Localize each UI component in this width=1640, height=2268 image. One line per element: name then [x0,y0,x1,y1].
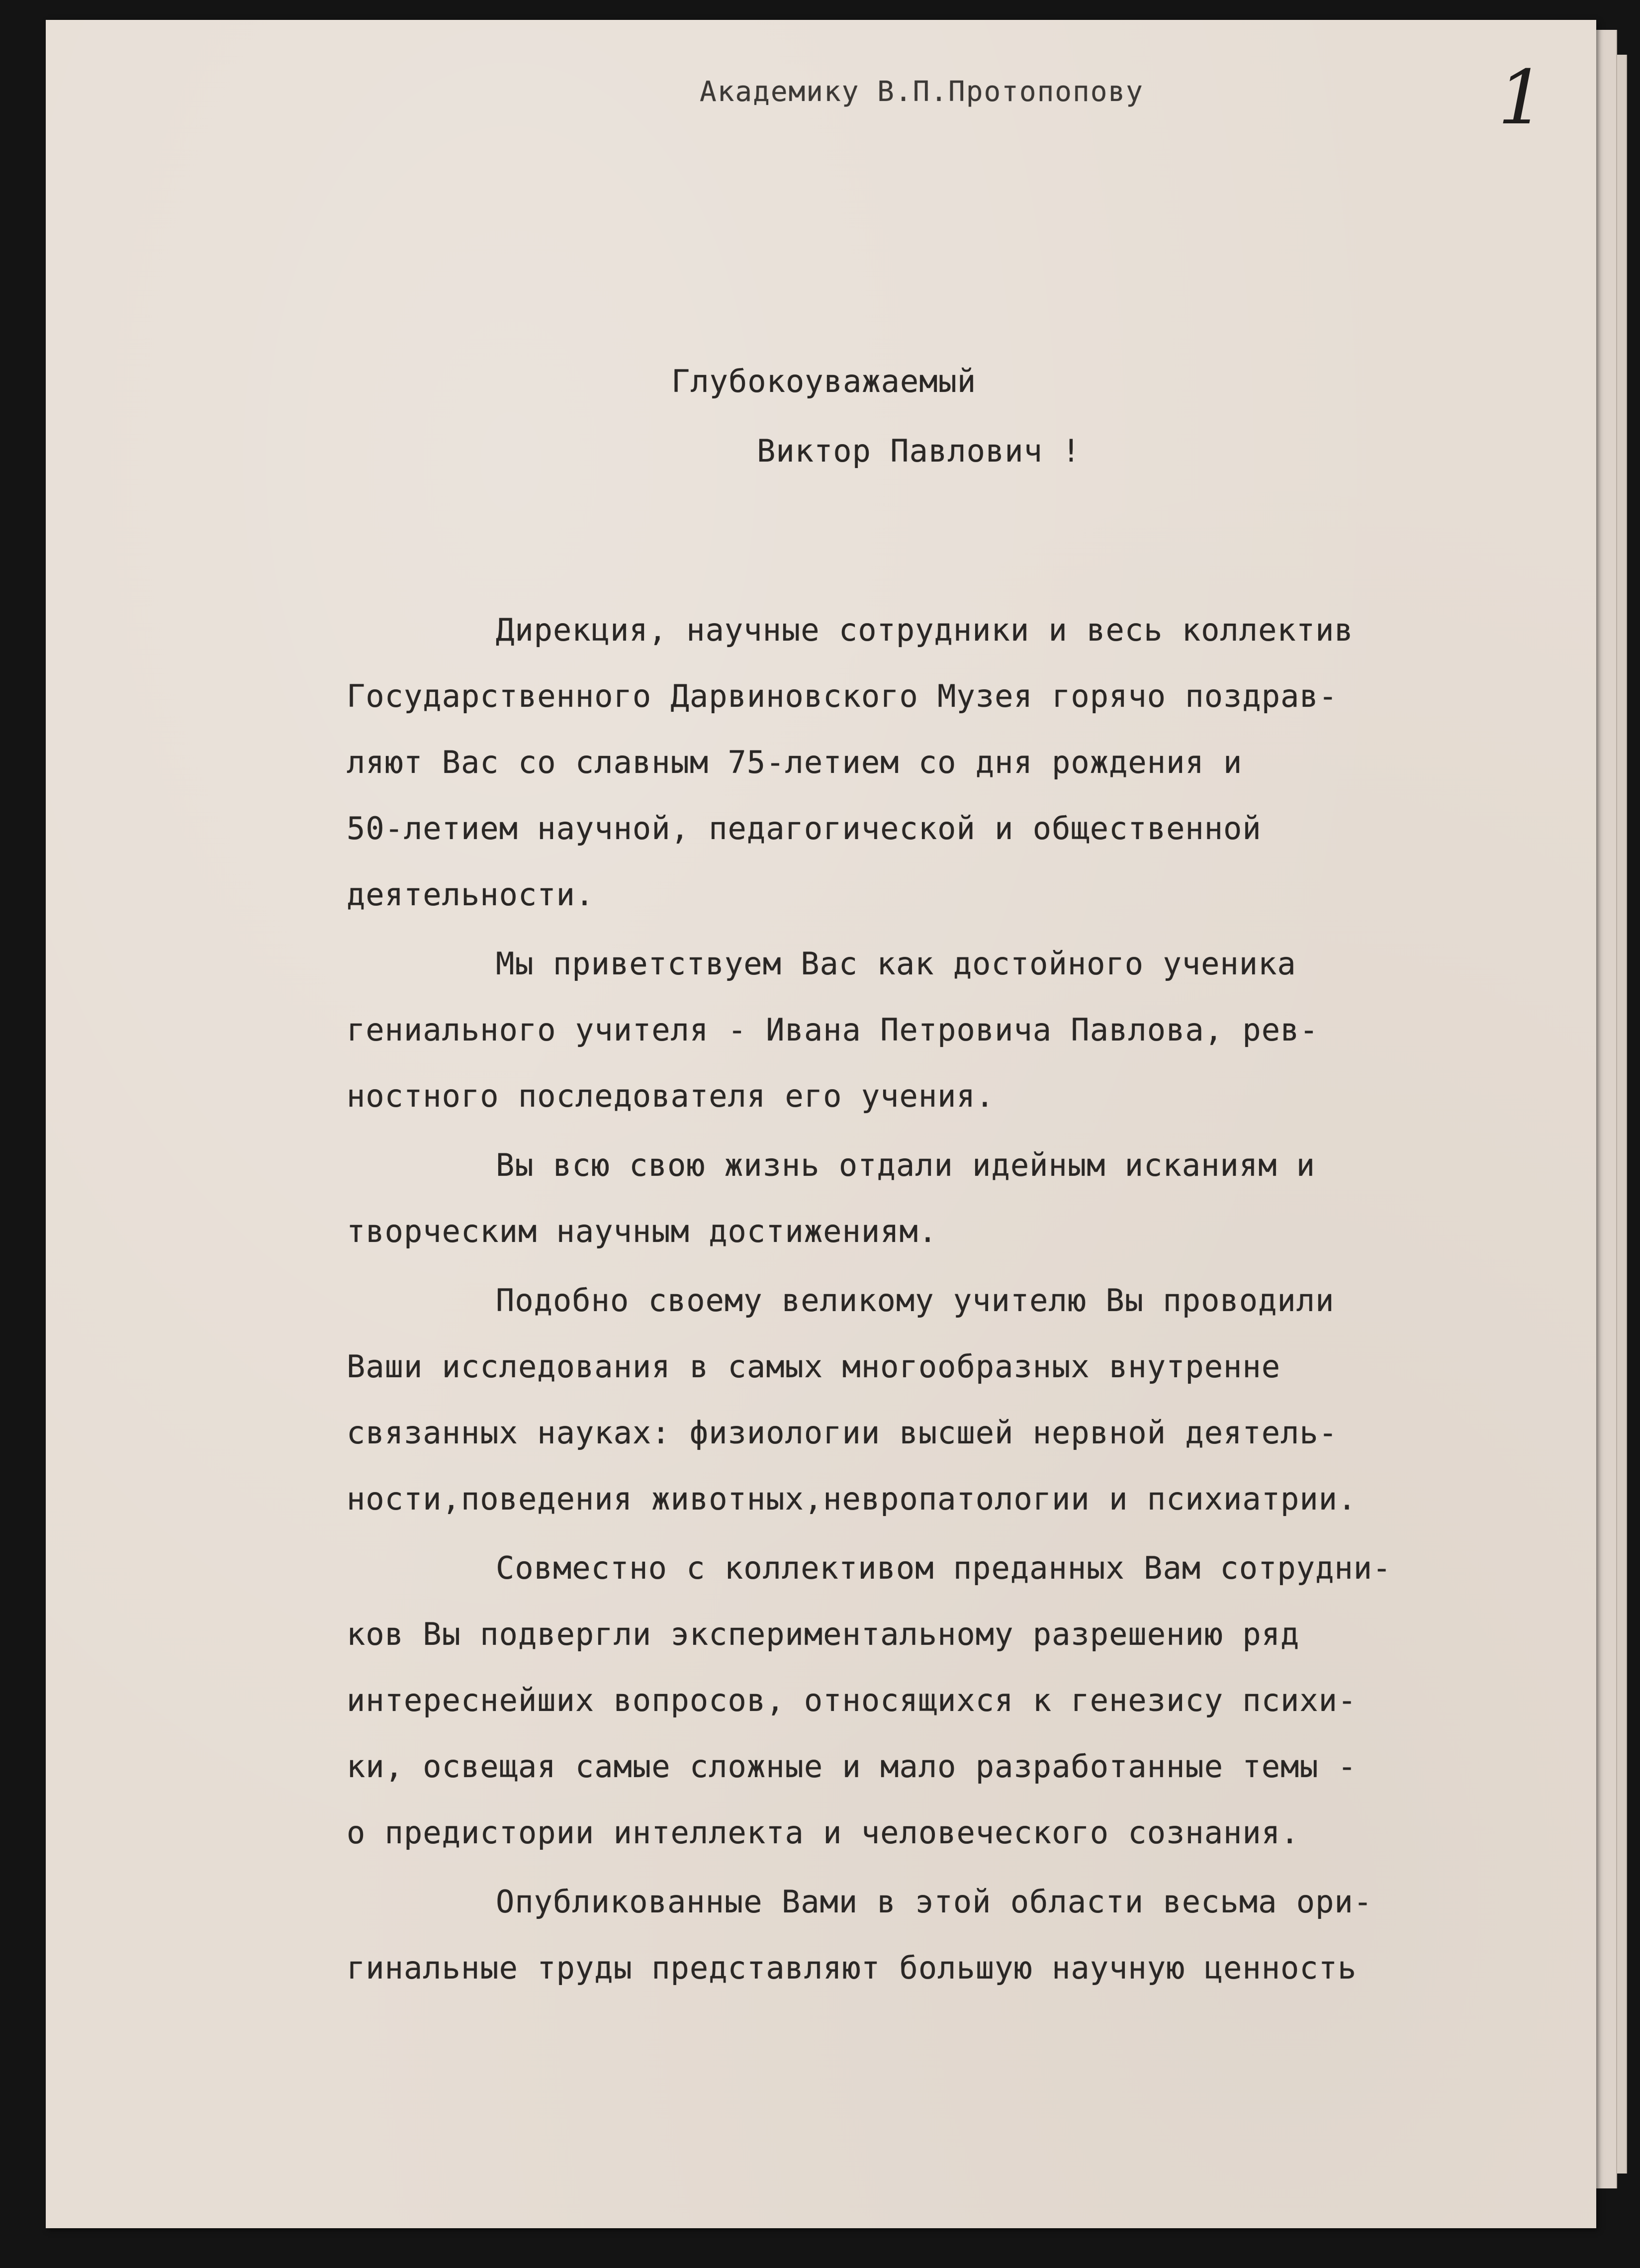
salutation-line-2: Виктор Павлович ! [757,433,1081,469]
letter-body [347,597,1550,2001]
body-line: Вы всю свою жизнь отдали идейным исканиям и [496,1147,1316,1183]
body-line: ков Вы подвергли экспериментальному разрешению ряд [347,1616,1300,1652]
body-line: 50-летием научной, педагогической и общественной [347,810,1262,847]
body-line: гениального учителя - Ивана Петровича Павлова, рев- [347,1012,1319,1048]
body-line: связанных науках: физиологии высшей нервной деятель- [347,1415,1338,1451]
body-line: Совместно с коллективом преданных Вам сотрудни- [496,1550,1392,1586]
body-line: Дирекция, научные сотрудники и весь коллектив [496,612,1354,648]
body-line: Опубликованные Вами в этой области весьма ори- [496,1884,1373,1920]
letter-sheet [46,20,1596,2228]
body-line: Государственного Дарвиновского Музея горячо поздрав- [347,678,1338,714]
body-line: ляют Вас со славным 75-летием со дня рождения и [347,744,1243,780]
handwritten-page-number: 1 [1498,55,1546,141]
addressee-line: Академику В.П.Протопопову [700,76,1144,108]
body-line: ки, освещая самые сложные и мало разработанные темы - [347,1748,1357,1785]
body-line: деятельности. [347,876,595,913]
body-line: творческим научным достижениям. [347,1213,938,1249]
body-line: Мы приветствуем Вас как достойного ученика [496,945,1296,982]
salutation-line-1: Глубокоуважаемый [671,363,977,399]
body-line: Ваши исследования в самых многообразных внутренне [347,1348,1281,1385]
body-line: интереснейших вопросов, относящихся к генезису психи- [347,1682,1357,1718]
body-line: ности,поведения животных,невропатологии и психиатрии. [347,1481,1357,1517]
body-line: ностного последователя его учения. [347,1078,995,1114]
body-line: о предистории интеллекта и человеческого сознания. [347,1814,1300,1851]
body-line: гинальные труды представляют большую научную ценность [347,1950,1357,1986]
body-line: Подобно своему великому учителю Вы проводили [496,1282,1335,1319]
